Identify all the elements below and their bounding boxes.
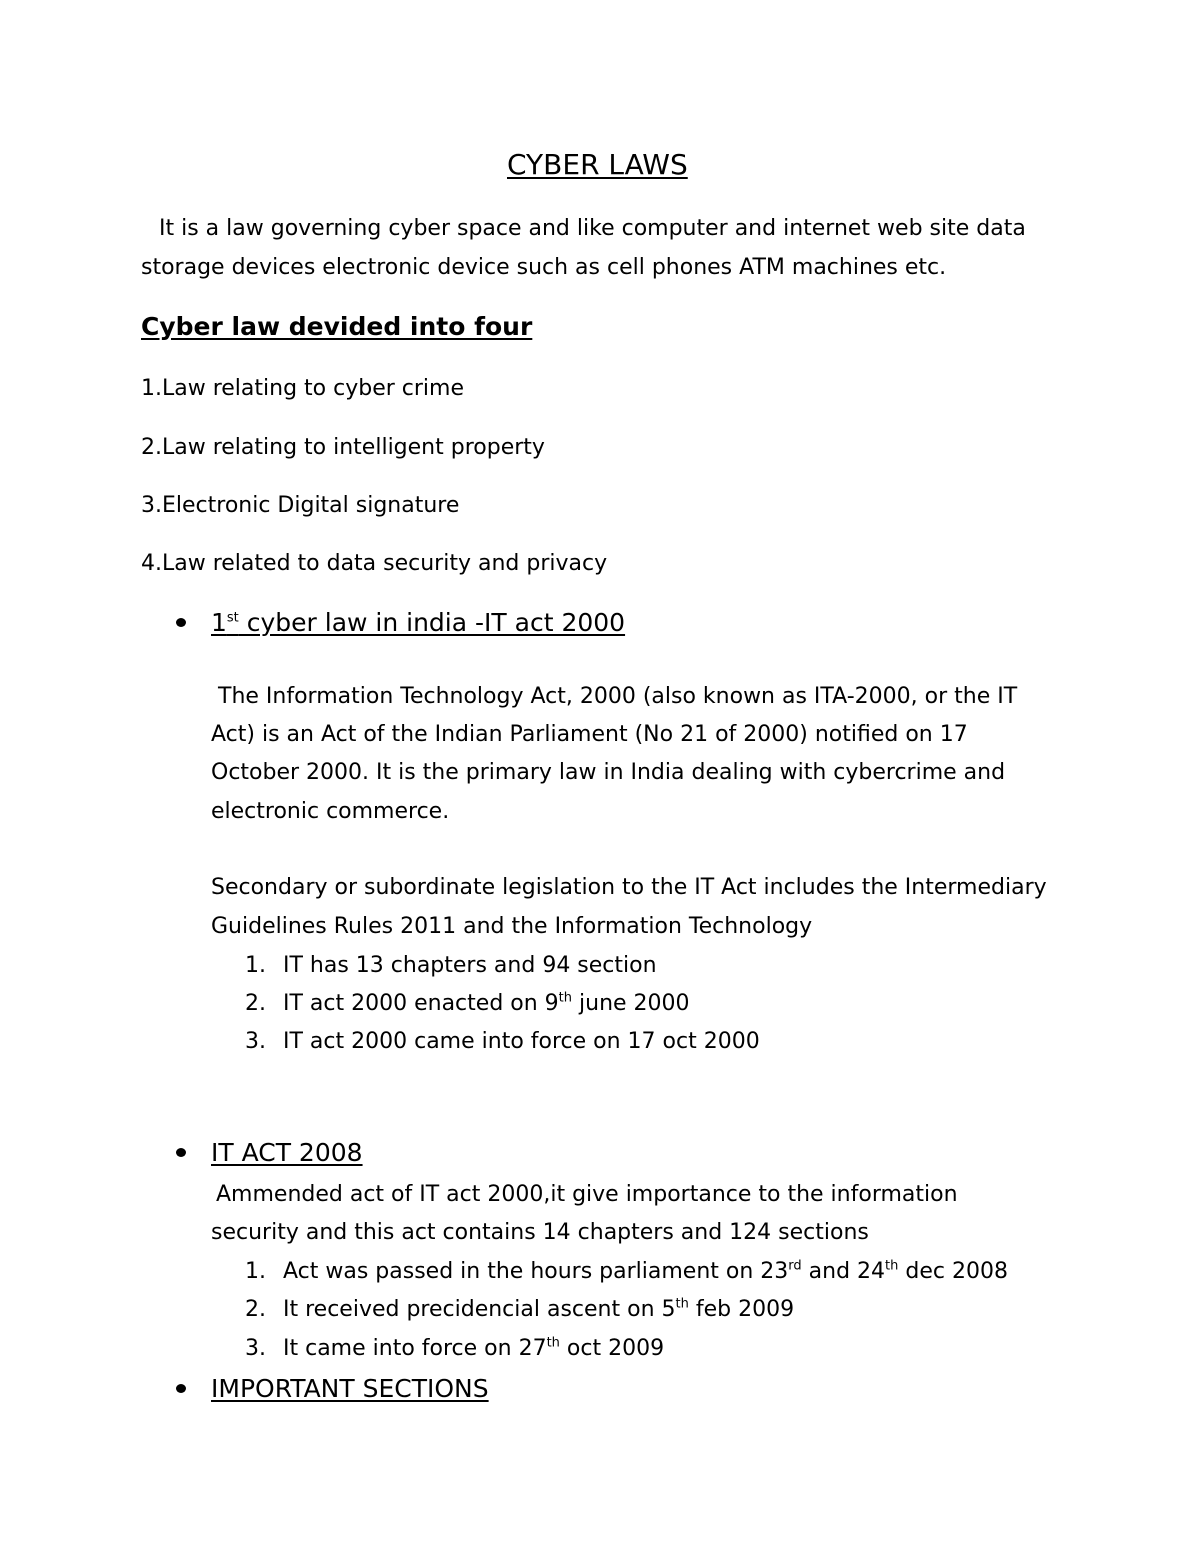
page-title: CYBER LAWS — [507, 148, 688, 181]
section1-para1-line-2: Act) is an Act of the Indian Parliament (No 21 of 2000) notified on 17 — [211, 722, 968, 747]
section3-heading: IMPORTANT SECTIONS — [211, 1374, 489, 1403]
bullet-icon — [176, 1384, 186, 1393]
section2-list-number: 2. — [245, 1297, 266, 1322]
section2-para-line-2: security and this act contains 14 chapters and 124 sections — [211, 1220, 869, 1245]
section2-list-number: 1. — [245, 1259, 266, 1284]
section2-heading: IT ACT 2008 — [211, 1138, 363, 1167]
section2-list-item-2: It received precidencial ascent on 5th feb 2009 — [283, 1296, 795, 1322]
bullet-icon — [176, 618, 186, 627]
division-item-3: 3.Electronic Digital signature — [141, 493, 460, 518]
division-item-1: 1.Law relating to cyber crime — [141, 376, 464, 401]
section1-list-item-3: IT act 2000 came into force on 17 oct 2000 — [283, 1029, 760, 1054]
section1-heading: 1st cyber law in india -IT act 2000 — [211, 608, 626, 637]
section1-para1-line-4: electronic commerce. — [211, 799, 450, 824]
section1-list-number: 2. — [245, 991, 266, 1016]
intro-line-2: storage devices electronic device such as cell phones ATM machines etc. — [141, 255, 947, 280]
section1-list-item-2: IT act 2000 enacted on 9th june 2000 — [283, 990, 690, 1016]
section2-list-item-3: It came into force on 27th oct 2009 — [283, 1335, 665, 1361]
section2-list-item-1: Act was passed in the hours parliament on 23rd and 24th dec 2008 — [283, 1258, 1008, 1284]
section2-list-number: 3. — [245, 1336, 266, 1361]
division-heading: Cyber law devided into four — [141, 312, 533, 341]
bullet-icon — [176, 1148, 186, 1157]
intro-line-1: It is a law governing cyber space and like computer and internet web site data — [159, 216, 1026, 241]
division-item-4: 4.Law related to data security and privacy — [141, 551, 608, 576]
section2-para-line-1: Ammended act of IT act 2000,it give importance to the information — [216, 1182, 958, 1207]
section1-para1-line-3: October 2000. It is the primary law in India dealing with cybercrime and — [211, 760, 1006, 785]
section1-para2-line-2: Guidelines Rules 2011 and the Information Technology — [211, 914, 813, 939]
section1-list-number: 3. — [245, 1029, 266, 1054]
section1-para2-line-1: Secondary or subordinate legislation to the IT Act includes the Intermediary — [211, 875, 1047, 900]
section1-list-item-1: IT has 13 chapters and 94 section — [283, 953, 657, 978]
division-item-2: 2.Law relating to intelligent property — [141, 435, 545, 460]
section1-list-number: 1. — [245, 953, 266, 978]
section1-para1-line-1: The Information Technology Act, 2000 (also known as ITA-2000, or the IT — [218, 684, 1018, 709]
